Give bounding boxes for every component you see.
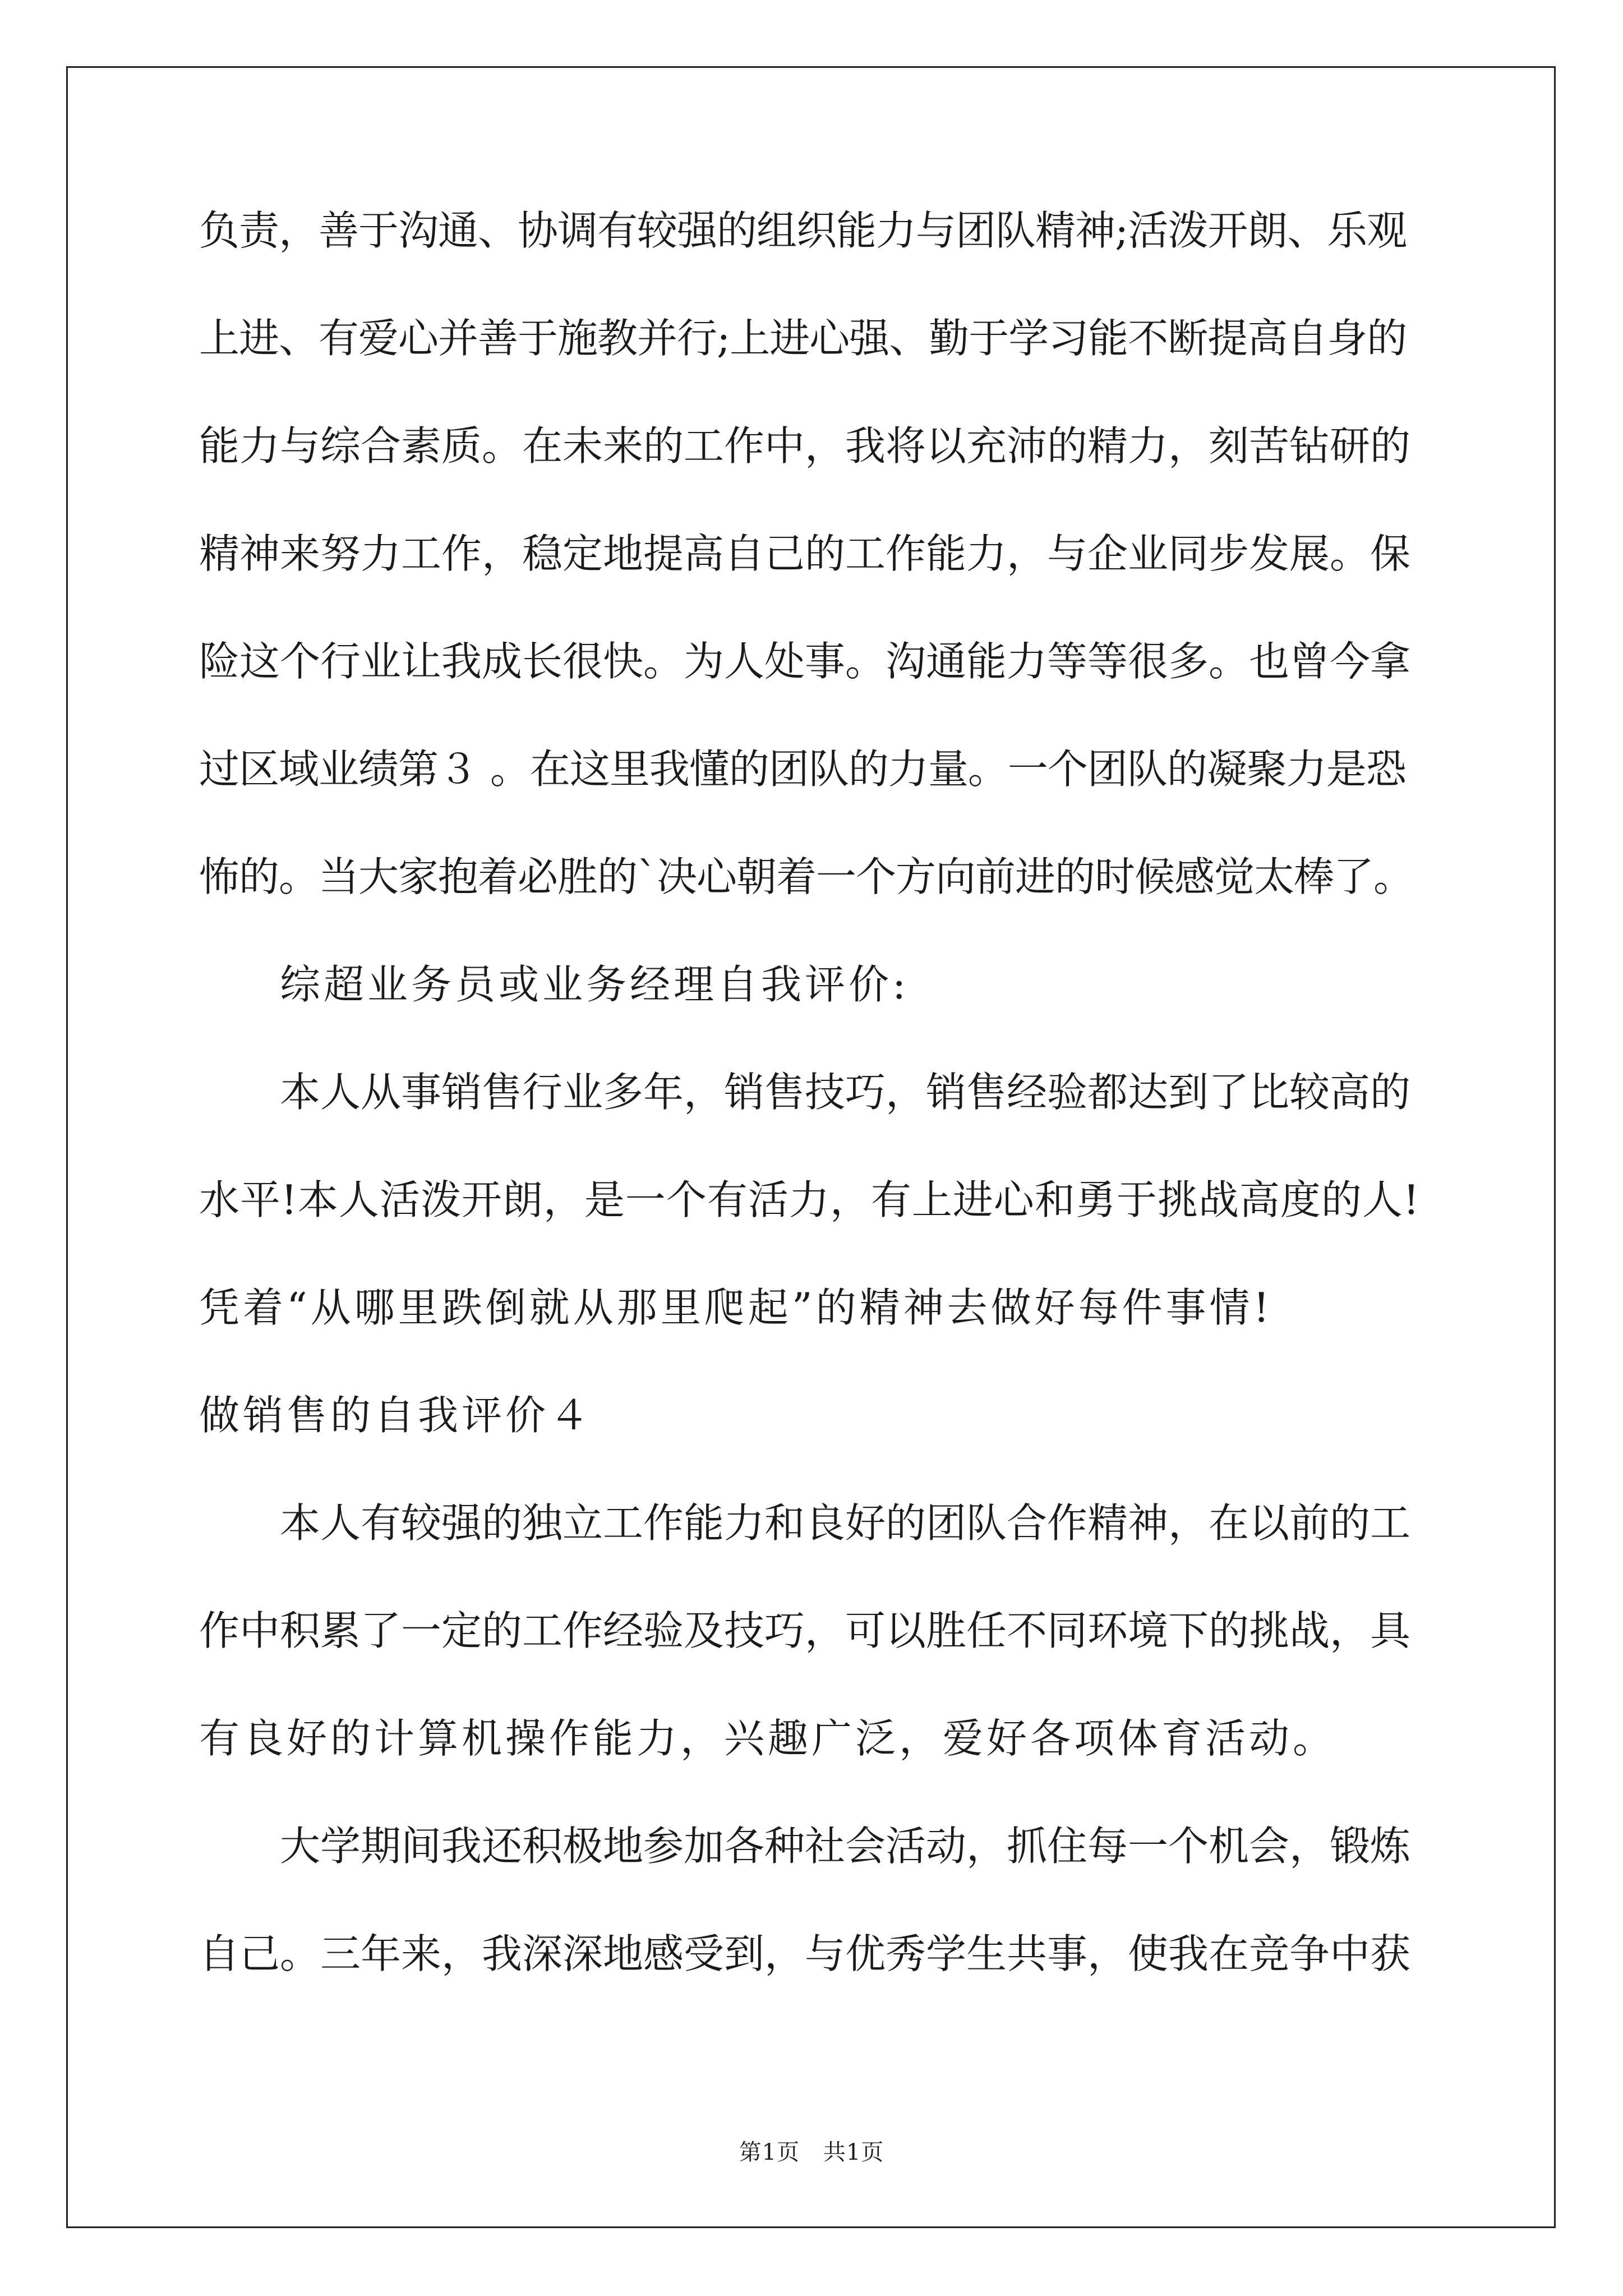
document-heading: 做销售的自我评价４ [199,1392,593,1439]
text-line: 险这个行业让我成长很快。为人处事。沟通能力等等很多。也曾今拿 [199,638,1411,685]
text-line: 怖的。当大家抱着必胜的`决心朝着一个方向前进的时候感觉太棒了。 [199,853,1414,900]
text-line: 大学期间我还积极地参加各种社会活动，抓住每一个机会，锻炼 [280,1823,1411,1870]
text-line: 有良好的计算机操作能力，兴趣广泛，爱好各项体育活动。 [199,1715,1337,1762]
page-footer [0,2134,1623,2166]
page-total: 共1页 [823,2139,884,2165]
text-line: 本人有较强的独立工作能力和良好的团队合作精神，在以前的工 [280,1499,1411,1547]
page-number: 第1页 [739,2139,800,2165]
section-heading: 综超业务员或业务经理自我评价: [280,961,910,1008]
text-line: 过区域业绩第３ 。在这里我懂的团队的力量。一个团队的凝聚力是恐 [199,746,1406,793]
page-border [66,66,1556,2228]
text-line: 上进、有爱心并善于施教并行;上进心强、勤于学习能不断提高自身的 [199,315,1407,362]
text-line: 负责，善于沟通、协调有较强的组织能力与团队精神;活泼开朗、乐观 [199,207,1407,254]
text-line: 精神来努力工作，稳定地提高自己的工作能力，与企业同步发展。保 [199,530,1411,577]
text-line: 作中积累了一定的工作经验及技巧，可以胜任不同环境下的挑战，具 [199,1607,1411,1654]
text-line: 自己。三年来，我深深地感受到，与优秀学生共事，使我在竞争中获 [199,1930,1411,1977]
text-line: 本人从事销售行业多年，销售技巧，销售经验都达到了比较高的 [280,1069,1411,1116]
text-line: 水平!本人活泼开朗，是一个有活力，有上进心和勇于挑战高度的人! [199,1176,1420,1223]
text-line: 凭着“从哪里跌倒就从那里爬起”的精神去做好每件事情! [199,1284,1273,1331]
text-line: 能力与综合素质。在未来的工作中，我将以充沛的精力，刻苦钻研的 [199,422,1411,470]
